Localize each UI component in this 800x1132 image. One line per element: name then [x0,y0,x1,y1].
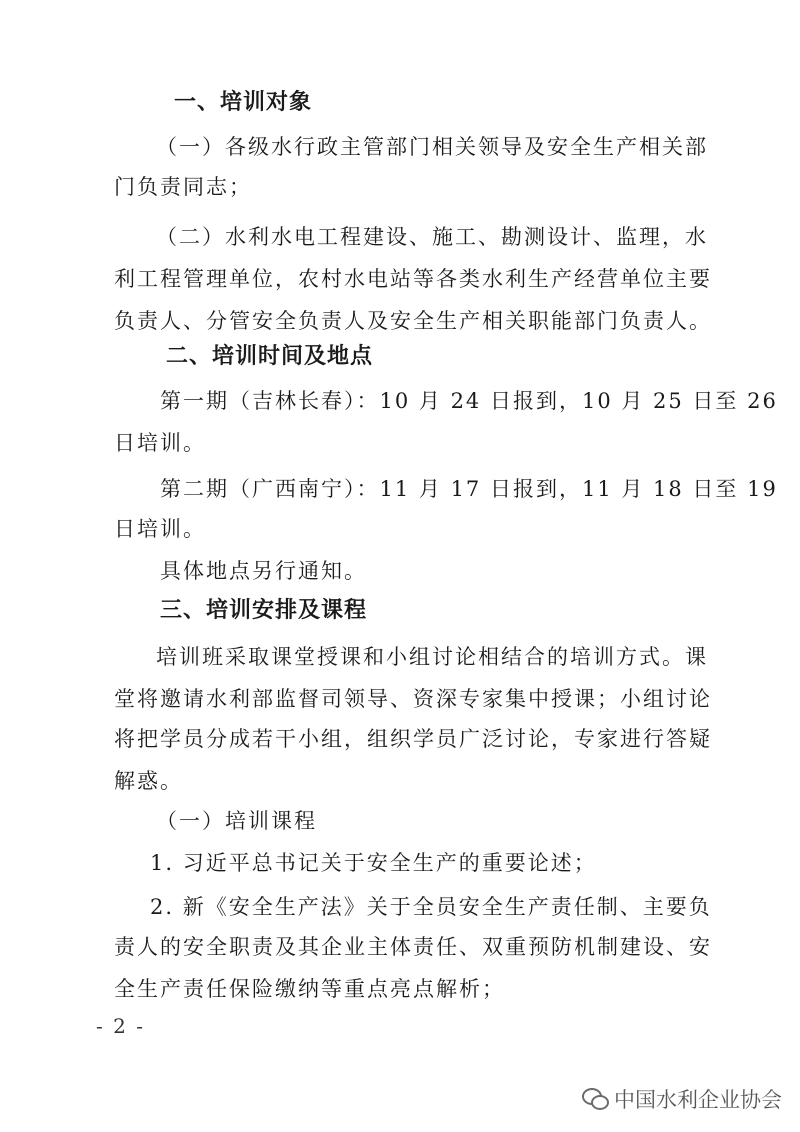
watermark [582,1084,782,1114]
paragraph-line: 全生产责任保险缴纳等重点亮点解析； [114,977,505,1001]
paragraph-line: 门负责同志； [114,175,252,199]
section-heading-1: 一、培训对象 [174,90,313,115]
list-item: 1. 习近平总书记关于安全生产的重要论述； [150,851,597,875]
watermark-text: 中国水利企业协会 [614,1088,782,1112]
paragraph-line: 将把学员分成若干小组，组织学员广泛讨论，专家进行答疑 [114,727,712,751]
section-heading-3: 三、培训安排及课程 [160,598,368,623]
list-item: 2. 新《安全生产法》关于全员安全生产责任制、主要负 [150,895,712,919]
page-number: - 2 - [96,1014,145,1038]
paragraph-line: 培训班采取课堂授课和小组讨论相结合的培训方式。课 [156,645,708,669]
paragraph-line: （一）各级水行政主管部门相关领导及安全生产相关部 [156,135,708,159]
paragraph-line: 日培训。 [114,517,206,541]
section-heading-2: 二、培训时间及地点 [166,344,374,369]
wechat-icon [582,1088,608,1110]
paragraph-line: 利工程管理单位，农村水电站等各类水利生产经营单位主要 [114,267,712,291]
paragraph-line: 责人的安全职责及其企业主体责任、双重预防机制建设、安 [114,935,712,959]
paragraph-line: 负责人、分管安全负责人及安全生产相关职能部门负责人。 [114,309,712,333]
paragraph-line: 日培训。 [114,431,206,455]
paragraph-line: 第一期（吉林长春）：10 月 24 日报到，10 月 25 日至 26 [160,389,778,413]
paragraph-line: 具体地点另行通知。 [160,559,367,583]
paragraph-line: 堂将邀请水利部监督司领导、资深专家集中授课；小组讨论 [114,687,712,711]
paragraph-line: （二）水利水电工程建设、施工、勘测设计、监理，水 [156,225,708,249]
paragraph-line: 解惑。 [114,769,183,793]
paragraph-line: 第二期（广西南宁）：11 月 17 日报到，11 月 18 日至 19 [160,477,778,501]
subsection-heading: （一）培训课程 [156,809,317,833]
